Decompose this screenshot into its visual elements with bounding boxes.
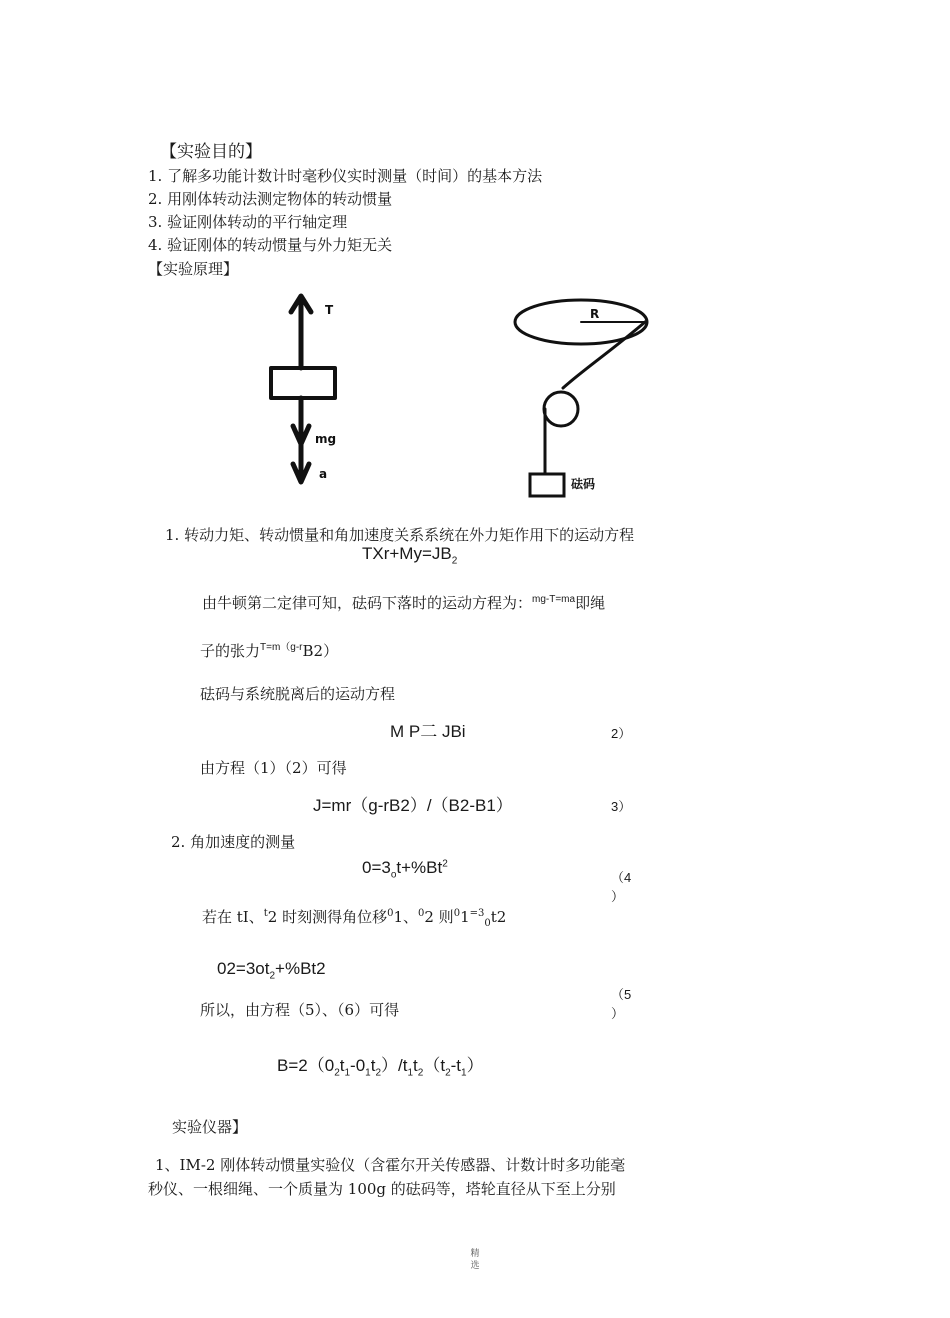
equation-1: $TXr+My=JB_2$ bbox=[362, 544, 458, 567]
label-R: R bbox=[590, 307, 600, 321]
equation-3-number: 3） bbox=[611, 799, 632, 814]
objective-heading: 【实验目的】 bbox=[160, 142, 262, 162]
equation-3: J=mr（g-rB2）/（B2-B1） bbox=[313, 796, 513, 815]
newton-text: 由牛顿第二定律可知，砝码下落时的运动方程为：$^{mg-T=ma}$即绳 bbox=[202, 594, 606, 612]
force-diagram bbox=[255, 288, 365, 493]
string-upper bbox=[563, 322, 645, 388]
equation-2: M P二 JBi bbox=[390, 722, 466, 741]
pulley-circle bbox=[544, 392, 578, 426]
label-mg: mg bbox=[315, 432, 337, 446]
label-weight: 砝码 bbox=[571, 477, 596, 491]
equation-2-number: 2） bbox=[611, 726, 632, 741]
tension-text: 子的张力$^{T=m(g-r}$B2） bbox=[200, 642, 339, 660]
equation-5-number-a: （5 bbox=[611, 987, 632, 1002]
item2-title: 2. 角加速度的测量 bbox=[171, 833, 296, 851]
instruments-line-1: 1、IM-2 刚体转动惯量实验仪（含霍尔开关传感器、计数计时多功能毫 bbox=[155, 1156, 626, 1174]
equation-4-number-b: ） bbox=[611, 889, 625, 904]
weight-rect bbox=[530, 474, 564, 496]
so-text: 所以，由方程（5）、（6）可得 bbox=[200, 1001, 400, 1019]
equation-4-number-a: （4 bbox=[611, 870, 632, 885]
combine-text: 由方程（1）（2）可得 bbox=[200, 759, 347, 777]
objective-item-4: 4. 验证刚体的转动惯量与外力矩无关 bbox=[148, 236, 393, 254]
equation-5: $02=3ot_2+\%Bt2$ bbox=[217, 959, 326, 982]
objective-item-3: 3. 验证刚体转动的平行轴定理 bbox=[148, 213, 348, 231]
objective-item-1: 1. 了解多功能计数计时毫秒仪实时测量（时间）的基本方法 bbox=[148, 167, 543, 185]
objective-item-2: 2. 用刚体转动法测定物体的转动惯量 bbox=[148, 190, 393, 208]
block-rect bbox=[271, 368, 335, 398]
instruments-heading: 实验仪器】 bbox=[172, 1118, 248, 1136]
instruments-line-2: 秒仪、一根细绳、一个质量为 100g 的砝码等，塔轮直径从下至上分别 bbox=[148, 1180, 616, 1198]
label-a: a bbox=[319, 467, 328, 481]
equation-6: $B=2(0_2t_1-0_1t_2)/t_1t_2(t_2-t_1)$ bbox=[277, 1056, 484, 1079]
pulley-diagram bbox=[505, 288, 660, 503]
detach-text: 砝码与系统脱离后的运动方程 bbox=[200, 685, 396, 703]
principle-heading: 【实验原理】 bbox=[148, 260, 239, 278]
equation-4: $0=3_ot+\%Bt^2$ bbox=[362, 858, 448, 881]
item1-title: 1. 转动力矩、转动惯量和角加速度关系系统在外力矩作用下的运动方程 bbox=[165, 526, 635, 544]
measure-text: 若在 tI、$^t$2 时刻测得角位移$^0$1、$^0$2 则$^01^{=3}_0t2$ bbox=[202, 908, 507, 929]
label-T: T bbox=[325, 303, 334, 317]
equation-5-number-b: ） bbox=[611, 1006, 625, 1021]
page-footer: 精 选 bbox=[470, 1249, 480, 1271]
